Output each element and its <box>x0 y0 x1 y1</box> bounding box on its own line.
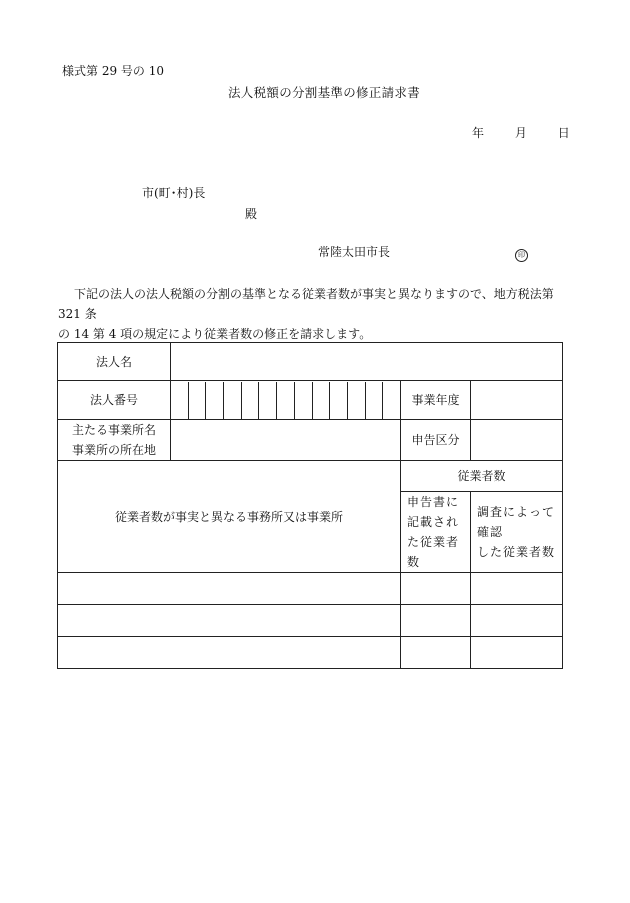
table-row <box>58 605 563 637</box>
surveyed-count-field[interactable] <box>471 573 563 605</box>
main-office-field[interactable] <box>171 420 401 461</box>
sender-name: 常陸太田市長 <box>318 245 391 259</box>
form-number: 様式第 29 号の 10 <box>62 64 164 78</box>
main-office-label-line2: 事業所の所在地 <box>71 443 156 457</box>
body-text-line2: の 14 第 4 項の規定により従業者数の修正を請求します。 <box>58 327 372 341</box>
seal-mark <box>515 246 528 262</box>
digit-box[interactable] <box>205 382 223 419</box>
surveyed-count-field[interactable] <box>471 637 563 669</box>
employee-count-header: 従業者数 <box>401 461 563 492</box>
body-text-line1: 下記の法人の法人税額の分割の基準となる従業者数が事実と異なりますので、地方税法第 321 条 <box>58 287 554 321</box>
corp-number-digit-boxes <box>171 382 400 419</box>
declared-count-line2: た従業者数 <box>407 535 460 569</box>
row-employee-header-top <box>58 461 563 492</box>
row-corp-name <box>58 343 563 381</box>
table-row <box>58 637 563 669</box>
filing-type-field[interactable] <box>471 420 563 461</box>
digit-box[interactable] <box>223 382 241 419</box>
differing-office-header: 従業者数が事実と異なる事務所又は事業所 <box>58 461 401 573</box>
digit-box[interactable] <box>382 382 400 419</box>
office-entry-field[interactable] <box>58 637 401 669</box>
addressee-honorific: 殿 <box>245 207 258 221</box>
surveyed-count-line2: した従業者数 <box>477 545 556 559</box>
digit-box[interactable] <box>329 382 347 419</box>
office-entry-field[interactable] <box>58 605 401 637</box>
digit-box[interactable] <box>347 382 365 419</box>
digit-box[interactable] <box>365 382 383 419</box>
seal-icon: 印 <box>515 249 528 262</box>
digit-box[interactable] <box>312 382 330 419</box>
surveyed-count-header <box>471 492 563 573</box>
row-corp-number <box>58 381 563 420</box>
surveyed-count-line1: 調査によって確認 <box>477 505 556 539</box>
correction-form-table <box>57 342 563 669</box>
date-line <box>472 126 570 140</box>
main-office-label <box>58 420 171 461</box>
fiscal-year-label: 事業年度 <box>401 381 471 420</box>
addressee-mayor: 市(町･村)長 <box>142 186 206 200</box>
digit-box[interactable] <box>276 382 294 419</box>
digit-box[interactable] <box>258 382 276 419</box>
date-year: 年 <box>472 126 485 140</box>
declared-count-field[interactable] <box>401 573 471 605</box>
main-office-label-line1: 主たる事業所名 <box>71 423 156 437</box>
digit-box[interactable] <box>171 382 188 419</box>
request-paragraph <box>58 284 578 344</box>
surveyed-count-field[interactable] <box>471 605 563 637</box>
digit-box[interactable] <box>241 382 259 419</box>
row-main-office <box>58 420 563 461</box>
declared-count-line1: 申告書に記載され <box>407 495 460 529</box>
date-month: 月 <box>514 126 527 140</box>
filing-type-label: 申告区分 <box>401 420 471 461</box>
table-row <box>58 573 563 605</box>
digit-box[interactable] <box>294 382 312 419</box>
corp-number-label: 法人番号 <box>58 381 171 420</box>
office-entry-field[interactable] <box>58 573 401 605</box>
corp-number-field[interactable] <box>171 381 401 420</box>
corp-name-field[interactable] <box>171 343 563 381</box>
declared-count-header <box>401 492 471 573</box>
corp-name-label: 法人名 <box>58 343 171 381</box>
declared-count-field[interactable] <box>401 637 471 669</box>
digit-box[interactable] <box>188 382 206 419</box>
date-day: 日 <box>557 126 570 140</box>
document-title: 法人税額の分割基準の修正請求書 <box>228 85 421 100</box>
declared-count-field[interactable] <box>401 605 471 637</box>
fiscal-year-field[interactable] <box>471 381 563 420</box>
